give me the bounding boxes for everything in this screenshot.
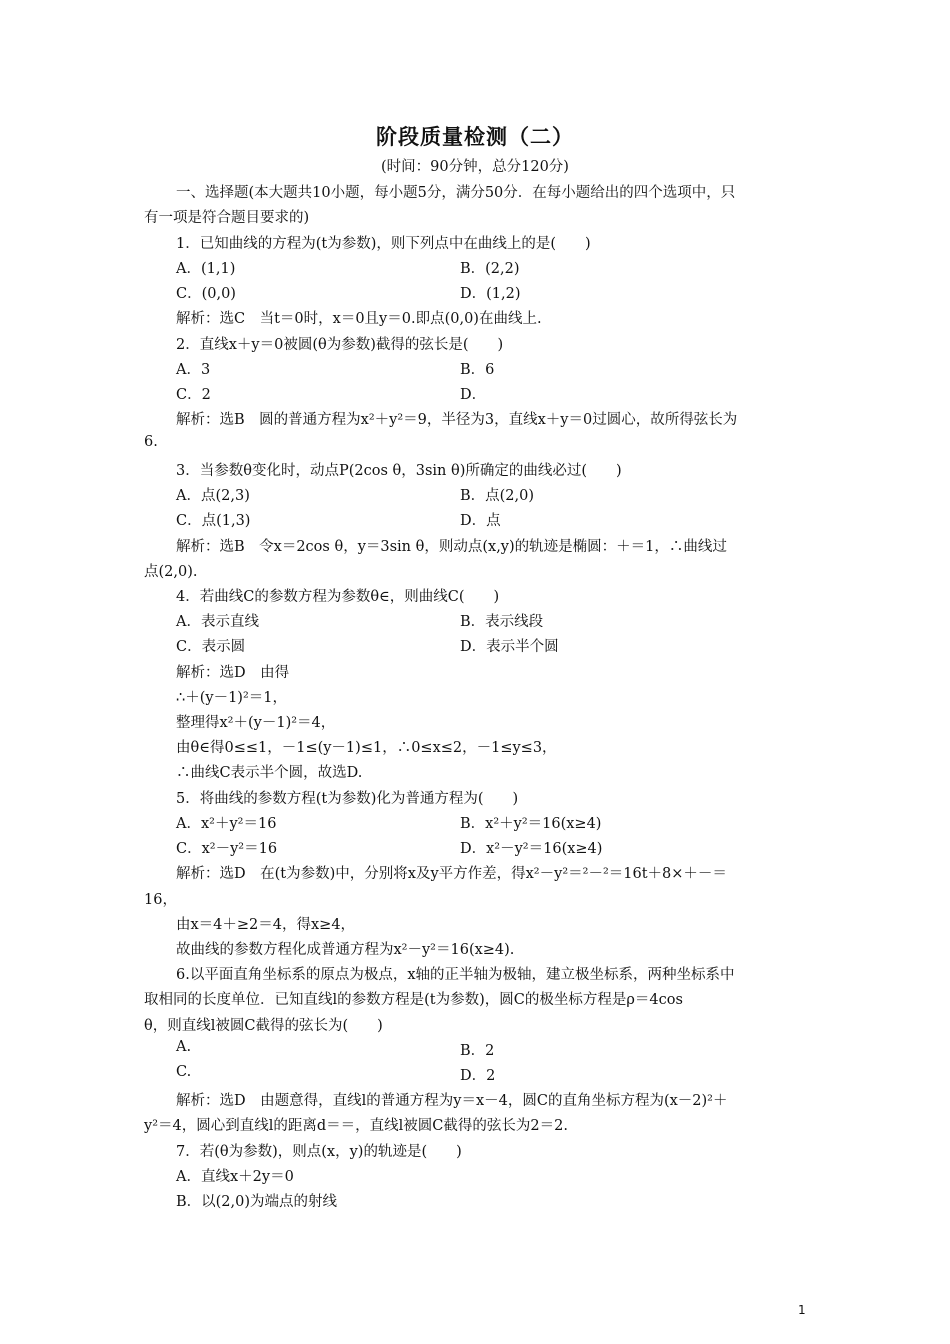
page-title: 阶段质量检测（二） (376, 124, 574, 149)
q5-option-d: D．x²－y²＝16(x≥4) (460, 841, 603, 857)
q1-option-b: B．(2,2) (460, 261, 520, 277)
q3-solution-line-1: 解析：选B 令x＝2cos θ，y＝3sin θ，则动点(x,y)的轨迹是椭圆：＋＝1，∴曲线过 (176, 539, 727, 555)
q6-solution-line-2: y²＝4，圆心到直线l的距离d＝＝，直线l被圆C截得的弦长为2＝2. (144, 1118, 568, 1134)
q5-option-c: C．x²－y²＝16 (176, 841, 278, 857)
q1-option-c: C．(0,0) (176, 286, 236, 302)
q7-stem: 7．若(θ为参数)，则点(x，y)的轨迹是( ) (176, 1144, 462, 1160)
q1-option-a: A．(1,1) (176, 261, 236, 277)
q5-stem: 5．将曲线的参数方程(t为参数)化为普通方程为( ) (176, 791, 519, 807)
q3-option-d: D．点 (460, 513, 501, 529)
q2-option-b: B．6 (460, 362, 495, 378)
q6-solution-line-1: 解析：选D 由题意得，直线l的普通方程为y＝x－4，圆C的直角坐标方程为(x－2)²＋ (176, 1093, 728, 1109)
q6-option-c: C. (176, 1064, 192, 1080)
q4-solution-line-5: ∴曲线C表示半个圆，故选D. (176, 765, 363, 781)
section-intro-line-2: 有一项是符合题目要求的) (144, 210, 310, 226)
q1-stem: 1．已知曲线的方程为(t为参数)，则下列点中在曲线上的是( ) (176, 236, 591, 252)
page-number: 1 (798, 1303, 806, 1317)
q4-solution-line-2: ∴＋(y－1)²＝1， (176, 690, 287, 706)
q5-option-a: A．x²＋y²＝16 (176, 816, 277, 832)
q4-stem: 4．若曲线C的参数方程为参数θ∈，则曲线C( ) (176, 589, 500, 605)
q1-option-d: D．(1,2) (460, 286, 521, 302)
q5-solution-line-3: 由x＝4＋≥2＝4，得x≥4， (176, 917, 356, 933)
q6-option-d: D．2 (460, 1068, 496, 1084)
page-subtitle: (时间：90分钟，总分120分) (381, 159, 569, 175)
q7-option-b: B．以(2,0)为端点的射线 (176, 1194, 338, 1210)
q2-solution-line-2: 6. (144, 434, 158, 450)
q5-solution-line-1: 解析：选D 在(t为参数)中，分别将x及y平方作差，得x²－y²＝²－²＝16t＋8×＋－＝ (176, 866, 727, 882)
q5-solution-line-2: 16， (144, 892, 177, 908)
q6-stem-line-3: θ，则直线l被圆C截得的弦长为( ) (144, 1018, 383, 1034)
q2-option-c: C．2 (176, 387, 211, 403)
q4-option-b: B．表示线段 (460, 614, 544, 630)
q7-option-a: A．直线x＋2y＝0 (176, 1169, 294, 1185)
q4-solution-line-4: 由θ∈得0≤≤1，－1≤(y－1)≤1，∴0≤x≤2，－1≤y≤3， (176, 740, 557, 756)
q2-option-a: A．3 (176, 362, 211, 378)
q6-stem-line-2: 取相同的长度单位．已知直线l的参数方程是(t为参数)，圆C的极坐标方程是ρ＝4cos (144, 992, 683, 1008)
q3-option-b: B．点(2,0) (460, 488, 535, 504)
q2-option-d: D． (460, 387, 487, 403)
q3-option-a: A．点(2,3) (176, 488, 250, 504)
q4-option-d: D．表示半个圆 (460, 639, 559, 655)
section-intro-line-1: 一、选择题(本大题共10小题，每小题5分，满分50分．在每小题给出的四个选项中，只 (176, 185, 736, 201)
q5-option-b: B．x²＋y²＝16(x≥4) (460, 816, 602, 832)
q4-option-c: C．表示圆 (176, 639, 246, 655)
q4-solution-line-1: 解析：选D 由得 (176, 665, 290, 681)
q3-option-c: C．点(1,3) (176, 513, 251, 529)
q1-solution: 解析：选C 当t＝0时，x＝0且y＝0.即点(0,0)在曲线上. (176, 311, 542, 327)
q2-solution-line-1: 解析：选B 圆的普通方程为x²＋y²＝9，半径为3，直线x＋y＝0过圆心，故所得弦长为 (176, 412, 738, 428)
q3-stem: 3．当参数θ变化时，动点P(2cos θ，3sin θ)所确定的曲线必过( ) (176, 463, 622, 479)
q6-option-a: A. (176, 1039, 192, 1055)
q3-solution-line-2: 点(2,0). (144, 564, 198, 580)
q2-stem: 2．直线x＋y＝0被圆(θ为参数)截得的弦长是( ) (176, 337, 504, 353)
q4-option-a: A．表示直线 (176, 614, 259, 630)
q6-stem-line-1: 6.以平面直角坐标系的原点为极点，x轴的正半轴为极轴，建立极坐标系，两种坐标系中 (176, 967, 735, 983)
q5-solution-line-4: 故曲线的参数方程化成普通方程为x²－y²＝16(x≥4). (176, 942, 515, 958)
q4-solution-line-3: 整理得x²＋(y－1)²＝4， (176, 715, 336, 731)
q6-option-b: B．2 (460, 1043, 495, 1059)
